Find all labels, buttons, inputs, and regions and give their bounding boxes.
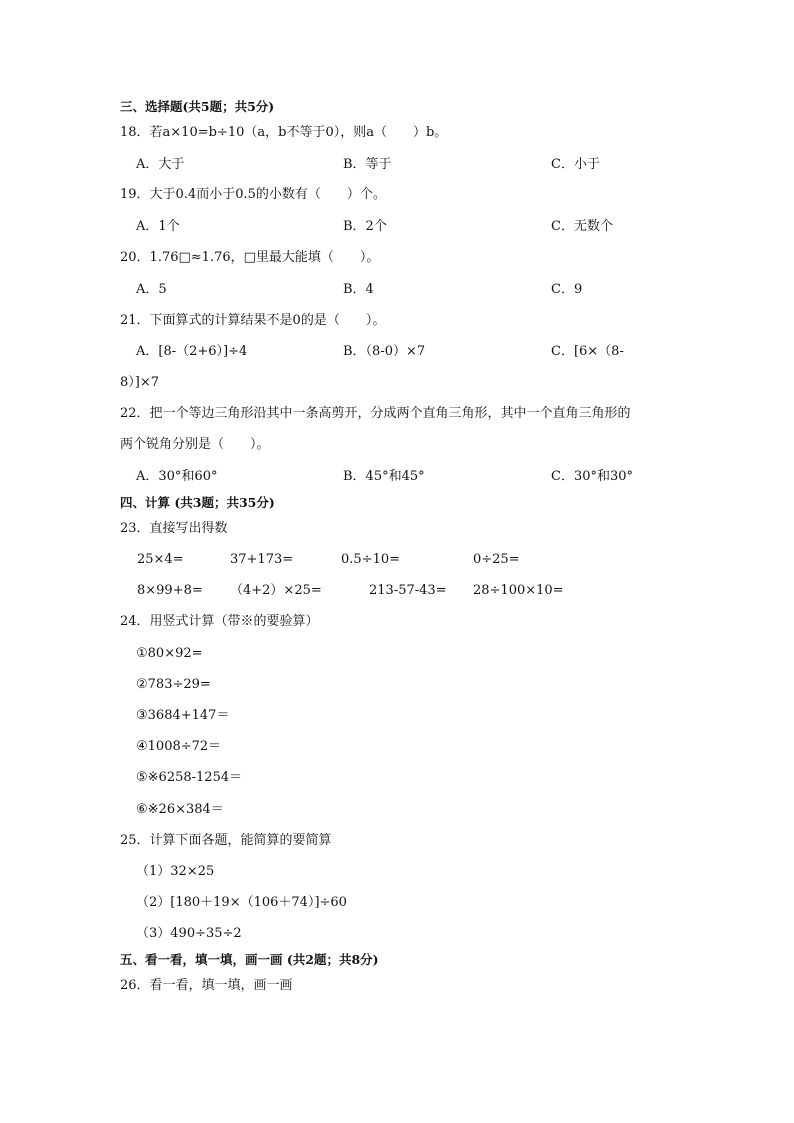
question-19-option-a: A．1个 [136, 219, 180, 234]
question-22-option-a: A．30°和60° [136, 469, 218, 484]
question-24-item: ①80×92= [136, 646, 203, 661]
question-23-item: 213-57-43= [369, 583, 447, 598]
question-19-stem: 19．大于0.4而小于0.5的小数有（ ）个。 [120, 187, 386, 202]
question-22-option-b: B．45°和45° [343, 469, 425, 484]
question-23-item: 0.5÷10= [341, 552, 401, 567]
question-22-option-c: C．30°和30° [551, 469, 634, 484]
question-18-option-a: A．大于 [136, 157, 185, 172]
question-21-option-c-continued: 8）]×7 [120, 375, 160, 390]
question-21-option-a: A．[8-（2+6）]÷4 [136, 344, 248, 359]
question-24-item: ②783÷29= [136, 677, 211, 692]
question-22-stem-line1: 22．把一个等边三角形沿其中一条高剪开，分成两个直角三角形，其中一个直角三角形的 [120, 406, 631, 421]
section-heading-look-fill-draw: 五、看一看，填一填，画一画 (共2题；共8分) [120, 952, 379, 967]
question-20-option-a: A．5 [136, 282, 167, 297]
question-21-stem: 21．下面算式的计算结果不是0的是（ ）。 [120, 313, 386, 328]
question-23-item: （4+2）×25= [230, 583, 322, 598]
question-22-stem-line2: 两个锐角分别是（ ）。 [120, 437, 270, 452]
question-19-option-b: B．2个 [343, 219, 387, 234]
question-23-item: 25×4= [137, 552, 184, 567]
question-25-stem: 25．计算下面各题，能简算的要简算 [120, 833, 332, 848]
question-24-item: ⑥※26×384＝ [136, 802, 224, 817]
question-24-stem: 24．用竖式计算（带※的要验算） [120, 614, 319, 629]
question-18-option-b: B．等于 [343, 157, 392, 172]
question-23-item: 37+173= [230, 552, 294, 567]
question-24-item: ③3684+147＝ [136, 708, 230, 723]
section-heading-choice: 三、选择题(共5题；共5分) [120, 99, 275, 114]
question-26-stem: 26．看一看，填一填，画一画 [120, 978, 293, 993]
question-21-option-c: C．[6×（8- [551, 344, 624, 359]
question-18-option-c: C．小于 [551, 157, 600, 172]
question-20-option-c: C．9 [551, 282, 583, 297]
question-24-item: ⑤※6258-1254＝ [136, 770, 243, 785]
question-20-stem: 20．1.76□≈1.76，□里最大能填（ ）。 [120, 250, 380, 265]
question-20-option-b: B．4 [343, 282, 374, 297]
question-21-option-b: B．（8-0）×7 [343, 344, 426, 359]
question-25-item: （3）490÷35÷2 [136, 926, 242, 941]
question-25-item: （2）[180＋19×（106＋74）]÷60 [136, 895, 347, 910]
question-23-stem: 23．直接写出得数 [120, 521, 228, 536]
question-23-item: 8×99+8= [137, 583, 203, 598]
question-23-item: 0÷25= [473, 552, 520, 567]
question-23-item: 28÷100×10= [473, 583, 564, 598]
question-25-item: （1）32×25 [136, 864, 215, 879]
section-heading-calculation: 四、计算 (共3题；共35分) [120, 495, 275, 510]
question-19-option-c: C．无数个 [551, 219, 613, 234]
question-24-item: ④1008÷72＝ [136, 739, 222, 754]
question-18-stem: 18．若a×10=b÷10（a，b不等于0），则a（ ）b。 [120, 125, 448, 140]
